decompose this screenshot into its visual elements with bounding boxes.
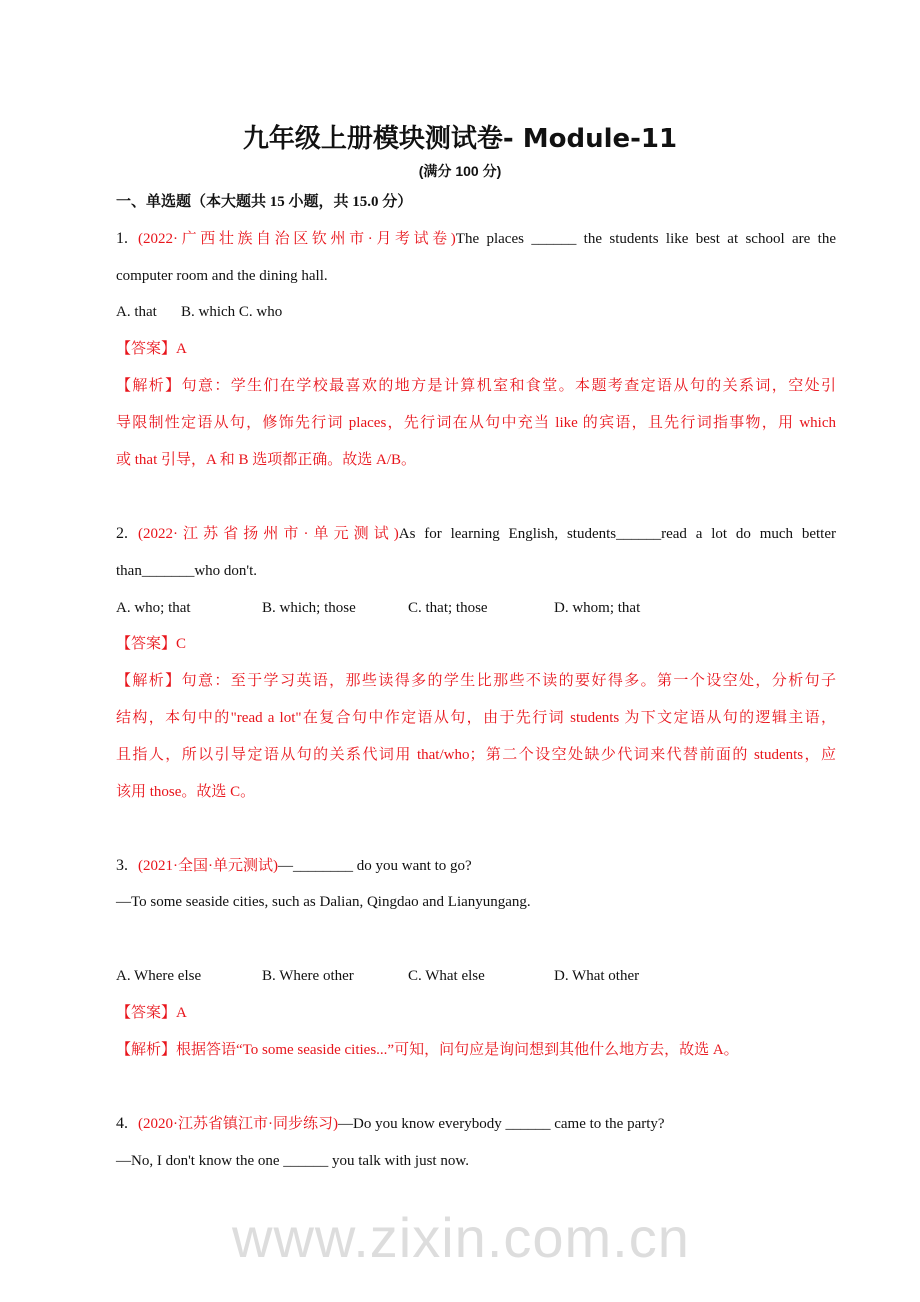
question-text: —Do you know everybody ______ came to the party? — [337, 1116, 665, 1132]
option-d: D. What other — [554, 968, 640, 984]
option-a: A. that — [116, 304, 157, 320]
question-1-line — [116, 228, 836, 250]
full-score: (满分 100 分) — [418, 163, 502, 179]
option-c: C. that; those — [408, 600, 488, 616]
options — [116, 965, 639, 987]
question-2-line — [116, 523, 836, 545]
option-c: C. What else — [408, 968, 485, 984]
question-text: —No, I don't know the one ______ you talk with just now. — [116, 1153, 469, 1169]
option-a: A. Where else — [116, 968, 202, 984]
question-text: As for learning English, students______read a lot do much better — [398, 526, 836, 542]
question-source: (2020·江苏省镇江市·同步练习) — [138, 1116, 338, 1132]
option-b: B. which — [181, 304, 236, 320]
analysis-line: 【解析】句意：至于学习英语，那些读得多的学生比那些不读的要好得多。第一个设空处，分析句子 — [116, 673, 836, 689]
question-text: computer room and the dining hall. — [116, 268, 328, 284]
section-heading: 一、单选题（本大题共 15 小题，共 15.0 分） — [116, 194, 413, 210]
options — [116, 597, 640, 619]
question-number: 1. — [116, 230, 128, 247]
options — [116, 301, 282, 323]
question-text: —________ do you want to go? — [277, 858, 472, 874]
option-d: D. whom; that — [554, 600, 641, 616]
question-text: than_______who don't. — [116, 563, 258, 579]
option-b: B. Where other — [262, 968, 354, 984]
analysis-line: 该用 those。故选 C。 — [116, 784, 256, 800]
question-number: 3. — [116, 857, 128, 874]
question-number: 4. — [116, 1115, 128, 1132]
question-source: (2022·江苏省扬州市·单元测试) — [138, 526, 399, 542]
option-b: B. which; those — [262, 600, 356, 616]
answer: 【答案】C — [116, 636, 187, 652]
question-text: —To some seaside cities, such as Dalian, Qingdao and Lianyungang. — [116, 894, 531, 910]
option-c: C. who — [238, 304, 283, 320]
analysis-line: 或 that 引导，A 和 B 选项都正确。故选 A/B。 — [116, 452, 417, 468]
analysis-line: 导限制性定语从句，修饰先行词 places，先行词在从句中充当 like 的宾语，且先行词指事物，用 which — [116, 415, 836, 431]
question-4-line — [116, 1113, 665, 1135]
analysis-line: 【解析】根据答语“To some seaside cities...”可知，问句应是询问想到其他什么地方去，故选 A。 — [116, 1042, 739, 1058]
option-a: A. who; that — [116, 600, 191, 616]
analysis-line: 且指人，所以引导定语从句的关系代词用 that/who；第二个设空处缺少代词来代替前面的 students，应 — [116, 747, 836, 763]
watermark: www.zixin.com.cn — [232, 1206, 690, 1269]
page-title: 九年级上册模块测试卷- Module-11 — [242, 124, 678, 154]
question-3-line — [116, 855, 472, 877]
question-text: The places ______ the students like best at school are the — [455, 231, 836, 247]
question-source: (2021·全国·单元测试) — [138, 858, 278, 874]
answer: 【答案】A — [116, 1005, 187, 1021]
analysis-line: 【解析】句意：学生们在学校最喜欢的地方是计算机室和食堂。本题考查定语从句的关系词，空处引 — [116, 378, 836, 394]
question-number: 2. — [116, 525, 128, 542]
answer: 【答案】A — [116, 341, 187, 357]
question-source: (2022·广西壮族自治区钦州市·月考试卷) — [138, 231, 456, 247]
analysis-line: 结构，本句中的"read a lot"在复合句中作定语从句，由于先行词 students 为下文定语从句的逻辑主语， — [116, 710, 836, 726]
